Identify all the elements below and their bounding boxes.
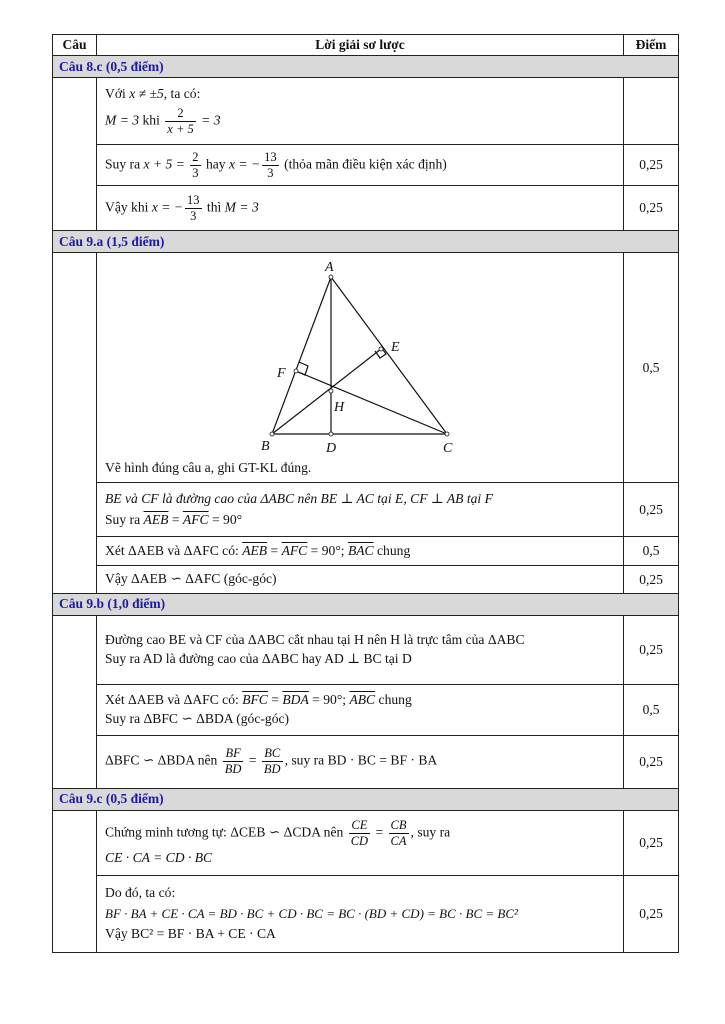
solution-cell: BE và CF là đường cao của ΔABC nên BE ⊥ AC tại E, CF ⊥ AB tại F Suy ra $\overline{AEB} = \overline{AFC} = 90^\circ$ <box>97 482 624 537</box>
header-question: Câu <box>53 35 97 56</box>
section-title: Câu 9.c (0,5 điểm) <box>53 788 679 810</box>
solution-cell: Xét ΔAEB và ΔAFC có: $\overline{AEB} = \overline{AFC} = 90^\circ$; $\overline{BAC}$ chung <box>97 537 624 566</box>
table-row <box>53 482 679 537</box>
table-row <box>53 810 679 875</box>
points-cell: 0,25 <box>624 145 679 186</box>
question-cell <box>53 78 97 231</box>
solution-cell: Xét ΔAEB và ΔAFC có: $\overline{BFC} = \overline{BDA} = 90^\circ$; $\overline{ABC}$ chung Suy ra ΔBFC ∽ ΔBDA (góc-góc) <box>97 684 624 735</box>
fraction: $\frac{2}{3}$ <box>192 149 199 180</box>
solution-cell: Vậy ΔAEB ∽ ΔAFC (góc-góc) <box>97 566 624 593</box>
label-h: H <box>334 400 345 416</box>
math: x ≠ ±5 <box>129 86 164 101</box>
points-cell: 0,5 <box>624 253 679 482</box>
fraction: $\frac{CE}{CD}$ <box>350 818 369 849</box>
fraction: $\frac{2}{x + 5}$ <box>167 106 194 137</box>
text: Với <box>105 86 130 101</box>
header-solution: Lời giải sơ lược <box>97 35 624 56</box>
fraction: $\frac{13}{3}$ <box>264 149 277 180</box>
points-cell: 0,25 <box>624 482 679 537</box>
solution-sheet <box>52 34 679 953</box>
section-title: Câu 9.b (1,0 điểm) <box>53 593 679 615</box>
table-row <box>53 875 679 952</box>
fraction: $\frac{CB}{CA}$ <box>390 818 407 849</box>
solution-cell <box>97 78 624 145</box>
label-c: C <box>443 441 453 457</box>
math: M = 3 <box>105 112 140 128</box>
fraction: $\frac{BF}{BD}$ <box>224 746 242 777</box>
figure-caption: Vẽ hình đúng câu a, ghi GT-KL đúng. <box>105 460 312 476</box>
solution-cell <box>97 253 624 482</box>
points-cell: 0,25 <box>624 566 679 593</box>
table-row <box>53 684 679 735</box>
table-row <box>53 253 679 482</box>
math: = 3 <box>197 112 221 128</box>
fraction: $\frac{BC}{BD}$ <box>263 746 281 777</box>
points-cell <box>624 78 679 145</box>
table-row <box>53 78 679 145</box>
triangle-abc <box>272 277 447 434</box>
section-9a-header <box>53 231 679 253</box>
table-row <box>53 566 679 593</box>
table-row <box>53 186 679 231</box>
points-cell: 0,5 <box>624 684 679 735</box>
label-f: F <box>277 366 286 382</box>
label-b: B <box>261 439 270 455</box>
text: , ta có: <box>163 86 201 101</box>
section-9b-header <box>53 593 679 615</box>
solution-cell: Chứng minh tương tự: ΔCEB ∽ ΔCDA nên $\frac{CE}{CD}$ = $\frac{CB}{CA}$ , suy ra CE · CA = CD · BC <box>97 810 624 875</box>
section-9c-header <box>53 788 679 810</box>
section-title: Câu 9.a (1,5 điểm) <box>53 231 679 253</box>
table-row <box>53 735 679 788</box>
table-row <box>53 615 679 684</box>
points-cell: 0,25 <box>624 615 679 684</box>
label-d: D <box>326 441 337 457</box>
fraction: $\frac{13}{3}$ <box>187 192 200 223</box>
solution-table <box>52 34 679 953</box>
triangle-figure <box>97 259 617 459</box>
label-a: A <box>325 260 334 276</box>
solution-cell: Do đó, ta có: BF · BA + CE · CA = BD · BC + CD · BC = BC · (BD + CD) = BC · BC = BC² Vậy BC² = BF · BA + CE · CA <box>97 875 624 952</box>
section-8c-header <box>53 56 679 78</box>
table-row <box>53 537 679 566</box>
points-cell: 0,25 <box>624 186 679 231</box>
points-cell: 0,25 <box>624 875 679 952</box>
table-row <box>53 145 679 186</box>
section-title: Câu 8.c (0,5 điểm) <box>53 56 679 78</box>
solution-cell: Đường cao BE và CF của ΔABC cắt nhau tại H nên H là trực tâm của ΔABC Suy ra AD là đường cao của ΔABC hay AD ⊥ BC tại D <box>97 615 624 684</box>
question-cell <box>53 615 97 788</box>
question-cell <box>53 810 97 952</box>
solution-cell: Suy ra x + 5 = $\frac{2}{3}$ hay x = − $\frac{13}{3}$ (thỏa mãn điều kiện xác định) <box>97 145 624 186</box>
text: khi <box>139 112 164 128</box>
label-e: E <box>391 340 400 356</box>
header-points: Điểm <box>624 35 679 56</box>
header-row <box>53 35 679 56</box>
question-cell <box>53 253 97 593</box>
solution-cell: ΔBFC ∽ ΔBDA nên $\frac{BF}{BD}$ = $\frac{BC}{BD}$ , suy ra BD · BC = BF · BA <box>97 735 624 788</box>
points-cell: 0,25 <box>624 810 679 875</box>
points-cell: 0,25 <box>624 735 679 788</box>
points-cell: 0,5 <box>624 537 679 566</box>
solution-cell: Vậy khi x = − $\frac{13}{3}$ thì M = 3 <box>97 186 624 231</box>
